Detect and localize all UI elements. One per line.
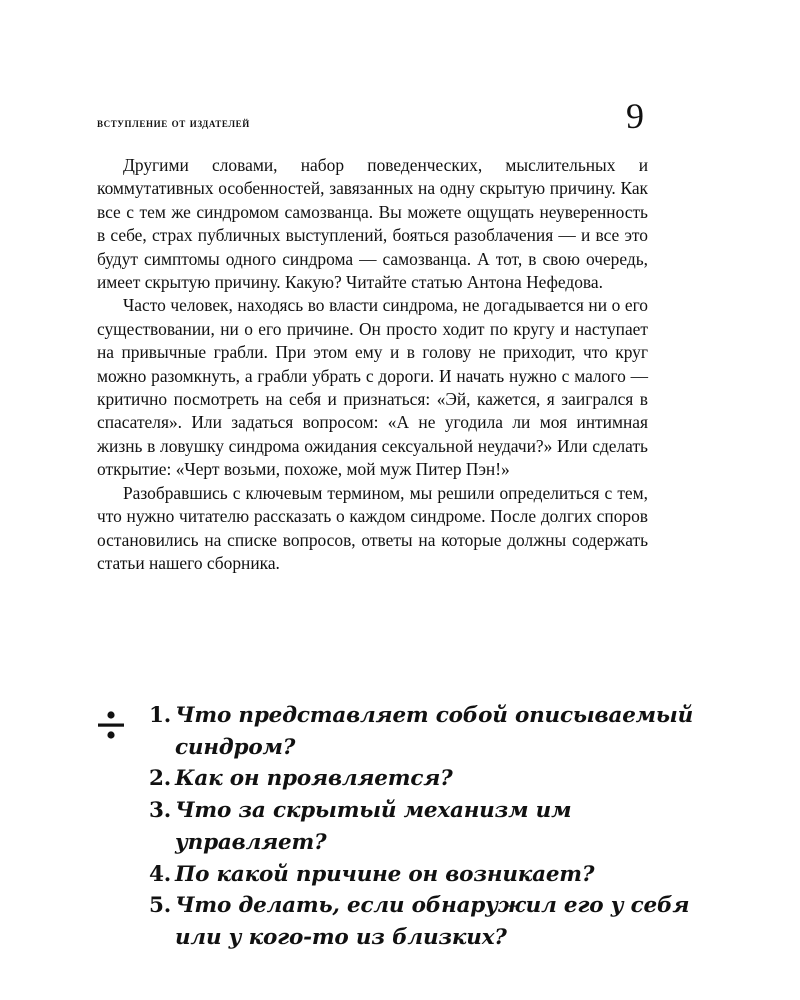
- question-item: [149, 890, 697, 953]
- body-text: [97, 154, 648, 575]
- paragraph: Другими словами, набор поведенческих, мыслительных и коммутативных особенностей, завязанных на одну скрытую причину. Как все с тем же синдромом самозванца. Вы можете ощущать неуверенность в себе, страх публичных выступлений, бояться разоблачения — и все это будут симптомы одного синдрома — самозванца. А тот, в свою очередь, имеет скрытую причину. Какую? Читайте статью Антона Нефедова.: [97, 155, 648, 293]
- question-number: 1.: [149, 703, 172, 728]
- question-item: [149, 795, 697, 858]
- question-list: [97, 700, 697, 954]
- question-item: [149, 763, 697, 795]
- question-item: [149, 859, 697, 891]
- questions-block: [97, 700, 697, 954]
- question-item: [149, 700, 697, 763]
- page-number: 9: [626, 96, 644, 136]
- question-text: Что представляет собой описываемый синдром?: [175, 703, 694, 760]
- question-text: Что делать, если обнаружил его у себя или у кого-то из близких?: [175, 893, 690, 950]
- paragraph: Разобравшись с ключевым термином, мы решили определиться с тем, что нужно читателю рассказать о каждом синдроме. После долгих споров остановились на списке вопросов, ответы на которые должны содержать статьи нашего сборника.: [97, 482, 648, 573]
- running-head: вступление от издателей: [97, 115, 250, 130]
- question-text: Что за скрытый механизм им управляет?: [175, 798, 572, 855]
- question-number: 3.: [149, 798, 172, 824]
- paragraph: Часто человек, находясь во власти синдрома, не догадывается ни о его существовании, ни о его причине. Он просто ходит по кругу и наступает на привычные грабли. При этом ему и в голову не приходит, что круг можно разомкнуть, а грабли убрать с дороги. И начать нужно с малого — критично посмотреть на себя и признаться: «Эй, кажется, я заигрался в спасателя». Или задаться вопросом: «А не угодила ли моя интимная жизнь в ловушку синдрома ожидания сексуальной неудачи?» Или сделать открытие: «Черт возьми, похоже, мой муж Питер Пэн!»: [97, 295, 648, 480]
- question-text: По какой причине он возникает?: [175, 861, 595, 887]
- question-number: 5.: [149, 893, 172, 919]
- question-number: 4.: [149, 861, 172, 887]
- divide-icon: [97, 710, 125, 740]
- question-text: Как он проявляется?: [175, 766, 453, 792]
- question-number: 2.: [149, 766, 172, 792]
